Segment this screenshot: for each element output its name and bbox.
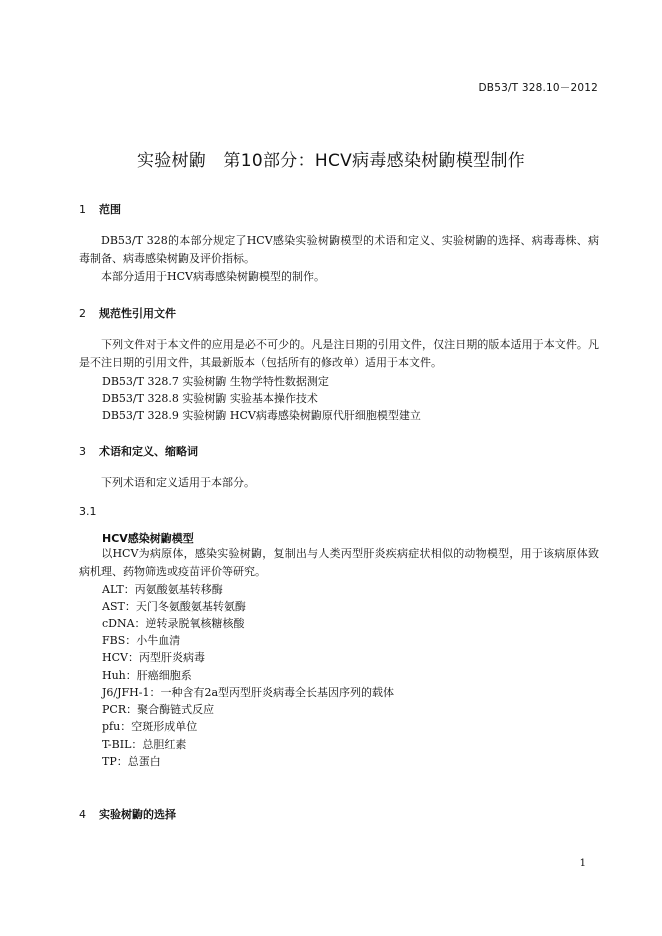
section-number: 2 bbox=[79, 307, 86, 320]
reference-item: DB53/T 328.8 实验树鼩 实验基本操作技术 bbox=[102, 392, 318, 405]
abbreviation-item: ALT：丙氨酸氨基转移酶 bbox=[102, 583, 223, 596]
section-number: 4 bbox=[79, 808, 86, 821]
section-1-heading bbox=[79, 201, 121, 217]
paragraph-text: 下列术语和定义适用于本部分。 bbox=[101, 476, 255, 489]
section-3-paragraph-1 bbox=[79, 474, 599, 492]
abbreviation-item: J6/JFH-1：一种含有2a型丙型肝炎病毒全长基因序列的载体 bbox=[102, 686, 395, 699]
abbreviation-item: Huh：肝癌细胞系 bbox=[102, 669, 192, 682]
paragraph-text: DB53/T 328的本部分规定了HCV感染实验树鼩模型的术语和定义、实验树鼩的选择、病毒毒株、病毒制备、病毒感染树鼩及评价指标。 bbox=[79, 234, 599, 265]
section-2-heading bbox=[79, 305, 176, 321]
paragraph-text: 以HCV为病原体，感染实验树鼩，复制出与人类丙型肝炎疾病症状相似的动物模型，用于该病原体致病机理、药物筛选或疫苗评价等研究。 bbox=[79, 547, 599, 578]
standard-code: DB53/T 328.10－2012 bbox=[478, 82, 598, 94]
section-4-heading bbox=[79, 806, 176, 822]
term-definition bbox=[79, 545, 599, 581]
abbreviation-item: FBS：小牛血清 bbox=[102, 634, 181, 647]
abbreviation-item: pfu：空斑形成单位 bbox=[102, 720, 198, 733]
abbreviation-item: AST：天门冬氨酸氨基转氨酶 bbox=[102, 600, 246, 613]
abbreviation-item: TP：总蛋白 bbox=[102, 755, 161, 768]
section-3-heading bbox=[79, 443, 198, 459]
abbreviation-item: PCR：聚合酶链式反应 bbox=[102, 703, 215, 716]
page-number: 1 bbox=[579, 858, 586, 869]
section-title: 术语和定义、缩略词 bbox=[99, 445, 198, 458]
document-title: 实验树鼩 第10部分：HCV病毒感染树鼩模型制作 bbox=[136, 151, 526, 171]
section-1-paragraph-1 bbox=[79, 232, 599, 268]
section-number: 1 bbox=[79, 203, 86, 216]
reference-item: DB53/T 328.7 实验树鼩 生物学特性数据测定 bbox=[102, 375, 329, 388]
section-title: 实验树鼩的选择 bbox=[99, 808, 176, 821]
abbreviation-item: HCV：丙型肝炎病毒 bbox=[102, 651, 205, 664]
reference-item: DB53/T 328.9 实验树鼩 HCV病毒感染树鼩原代肝细胞模型建立 bbox=[102, 409, 421, 422]
abbreviation-item: cDNA：逆转录脱氧核糖核酸 bbox=[102, 617, 245, 630]
section-2-paragraph-1 bbox=[79, 336, 599, 372]
section-title: 范围 bbox=[99, 203, 121, 216]
section-number: 3 bbox=[79, 445, 86, 458]
section-title: 规范性引用文件 bbox=[99, 307, 176, 320]
section-1-paragraph-2 bbox=[79, 268, 599, 286]
paragraph-text: 本部分适用于HCV病毒感染树鼩模型的制作。 bbox=[101, 270, 325, 283]
paragraph-text: 下列文件对于本文件的应用是必不可少的。凡是注日期的引用文件，仅注日期的版本适用于本文件。凡是不注日期的引用文件，其最新版本（包括所有的修改单）适用于本文件。 bbox=[79, 338, 599, 369]
term-title: HCV感染树鼩模型 bbox=[102, 532, 194, 545]
subsection-number: 3.1 bbox=[79, 505, 97, 518]
abbreviation-item: T-BIL：总胆红素 bbox=[102, 738, 187, 751]
